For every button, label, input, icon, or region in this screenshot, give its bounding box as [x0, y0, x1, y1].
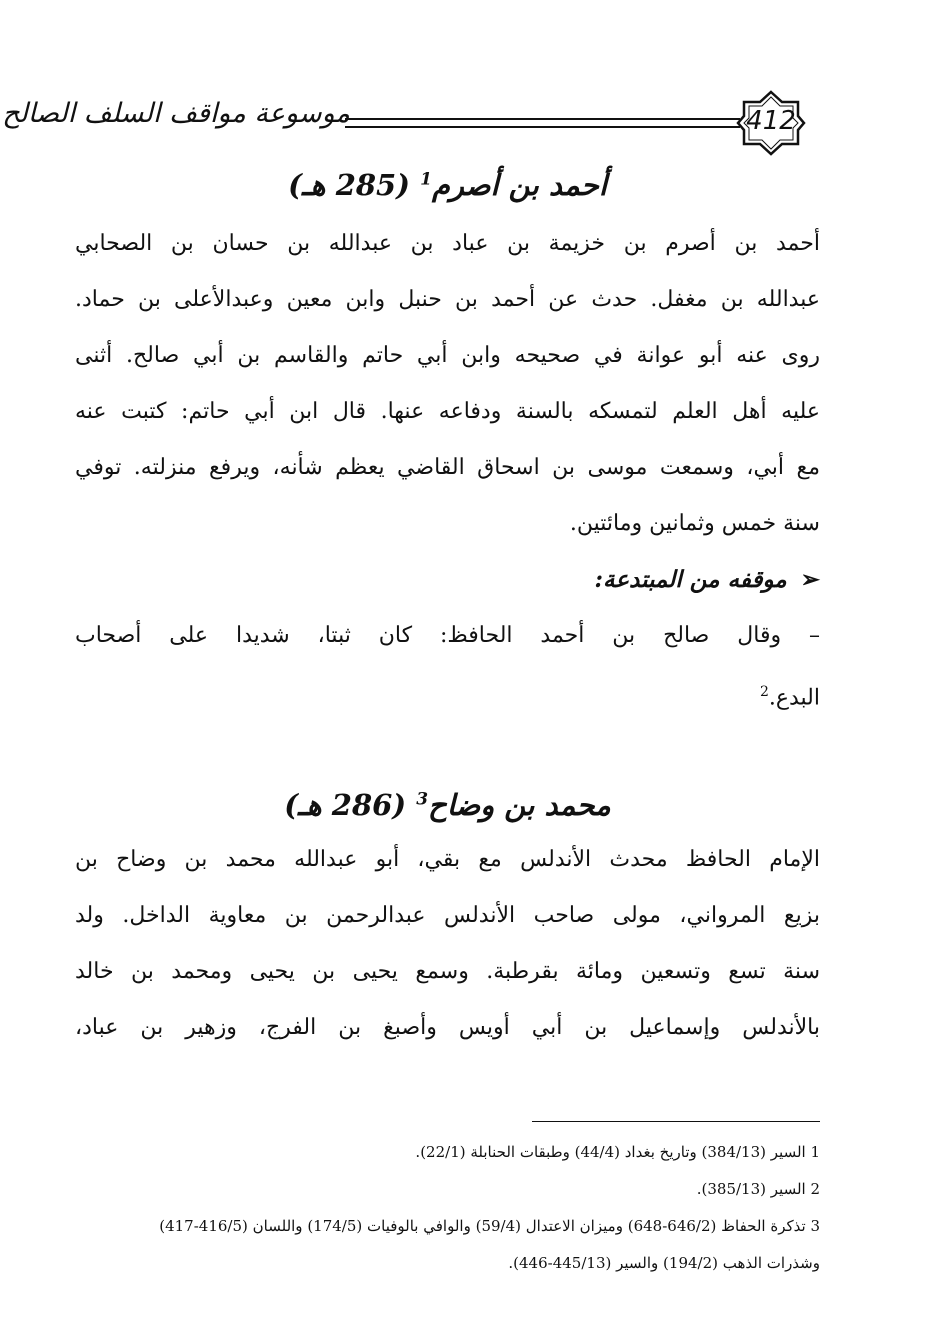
page-number: 412: [746, 106, 796, 136]
footnote-2: 2 السير (385/13).: [696, 1180, 820, 1198]
body-line: عليه أهل العلم لتمسكه بالسنة ودفاعه عنها. قال ابن أبي حاتم: كتبت عنه: [75, 399, 820, 424]
body-line: بالأندلس وإسماعيل بن أبي أويس وأصبغ بن الفرج، وزهير بن عباد،: [75, 1015, 820, 1040]
entry-1-quote: [75, 608, 820, 726]
body-line: روى عنه أبو عوانة في صحيحه وابن أبي حاتم والقاسم بن أبي صالح. أثنى: [75, 343, 820, 368]
entry-2-name: محمد بن وضاح: [428, 788, 611, 822]
header-rule-top: [345, 118, 740, 120]
entry-2-footnote-ref: 3: [416, 789, 429, 810]
footnote-1: 1 السير (384/13) وتاريخ بغداد (44/4) وطبقات الحنابلة (22/1).: [415, 1143, 820, 1161]
footnote-separator: [532, 1121, 820, 1122]
footnote-3: 3 تذكرة الحفاظ (646/2-648) وميزان الاعتدال (59/4) والوافي بالوفيات (174/5) واللسان (416/5-417): [159, 1217, 820, 1235]
footnotes: [75, 1134, 820, 1282]
quote-line-last: [75, 664, 820, 726]
entry-1-date: (285 هـ): [288, 168, 410, 202]
entry-1-subheading: [75, 566, 820, 593]
book-title: موسوعة مواقف السلف الصالح: [2, 98, 350, 129]
arrow-bullet-icon: ➢: [800, 566, 820, 593]
entry-1-footnote-ref: 1: [420, 169, 432, 190]
page-header: [2, 88, 825, 168]
header-rule-bottom: [345, 126, 740, 128]
body-line: سنة تسع وتسعين ومائة بقرطبة. وسمع يحيى بن يحيى ومحمد بن خالد: [75, 959, 820, 984]
body-line: أحمد بن أصرم بن خزيمة بن عباد بن عبدالله بن حسان بن الصحابي: [75, 231, 820, 256]
entry-1-heading: [75, 168, 820, 202]
footnote-3-continued: وشذرات الذهب (194/2) والسير (445/13-446).: [508, 1254, 820, 1272]
quote-footnote-ref: 2: [759, 684, 769, 700]
entry-1-name: أحمد بن أصرم: [431, 168, 607, 202]
body-line: عبدالله بن مغفل. حدث عن أحمد بن حنبل وابن معين وعبدالأعلى بن حماد.: [75, 287, 820, 312]
entry-2-body: [75, 832, 820, 1056]
quote-line-text: البدع.: [768, 685, 820, 711]
page-number-badge: [736, 90, 806, 156]
body-line: مع أبي، وسمعت موسى بن اسحاق القاضي يعظم شأنه، ويرفع منزلته. توفي: [75, 455, 820, 480]
quote-line: – وقال صالح بن أحمد الحافظ: كان ثبتا، شديدا على أصحاب: [75, 623, 820, 648]
entry-2-heading: [75, 788, 820, 822]
entry-2-date: (286 هـ): [284, 788, 407, 822]
subheading-text: موقفه من المبتدعة:: [594, 566, 787, 593]
body-line: سنة خمس وثمانين ومائتين.: [569, 511, 820, 536]
body-line: بزيع المرواني، مولى صاحب الأندلس عبدالرحمن بن معاوية الداخل. ولد: [75, 903, 820, 928]
body-line: الإمام الحافظ محدث الأندلس مع بقي، أبو عبدالله محمد بن وضاح بن: [75, 847, 820, 872]
entry-1-body: [75, 216, 820, 552]
